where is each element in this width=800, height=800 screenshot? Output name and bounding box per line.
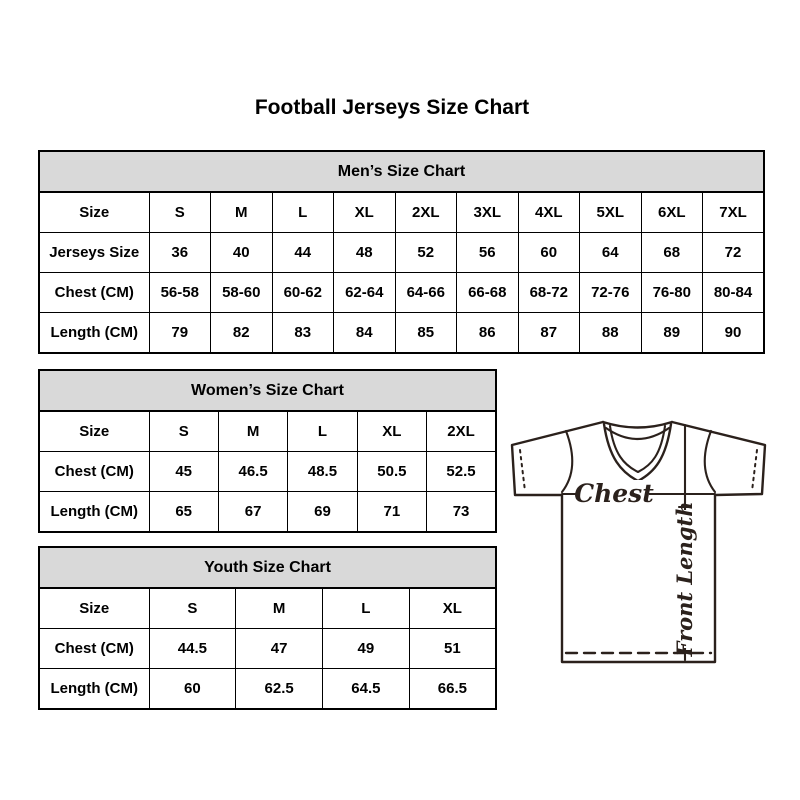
cell-value: 64 (580, 233, 642, 273)
table-row (39, 233, 764, 273)
collar-inner-arc (606, 428, 669, 439)
cell-value: 60 (518, 233, 580, 273)
cell-value: 68-72 (518, 273, 580, 313)
cell-value: 48.5 (288, 452, 357, 492)
left-cuff-dotted-line (520, 450, 525, 491)
cell-value: 47 (236, 629, 323, 669)
cell-value: M (218, 411, 287, 452)
youth-size-table (38, 546, 497, 710)
cell-value: 82 (211, 313, 273, 354)
table-row (39, 492, 496, 533)
cell-value: 72 (703, 233, 765, 273)
cell-value: S (149, 588, 236, 629)
right-sleeve-seam (705, 431, 715, 492)
cell-value: 65 (149, 492, 218, 533)
cell-value: 64-66 (395, 273, 457, 313)
cell-value: 86 (457, 313, 519, 354)
cell-value: 45 (149, 452, 218, 492)
cell-value: 88 (580, 313, 642, 354)
cell-value: 76-80 (641, 273, 703, 313)
cell-value: 87 (518, 313, 580, 354)
mens-size-table (38, 150, 765, 354)
table-header-row (39, 151, 764, 192)
cell-value: 80-84 (703, 273, 765, 313)
table-row (39, 629, 496, 669)
row-label: Length (CM) (39, 669, 149, 710)
cell-value: 40 (211, 233, 273, 273)
row-label: Chest (CM) (39, 273, 149, 313)
cell-value: M (236, 588, 323, 629)
cell-value: 84 (334, 313, 396, 354)
cell-value: 2XL (427, 411, 496, 452)
table-row (39, 411, 496, 452)
cell-value: 60 (149, 669, 236, 710)
womens-size-table (38, 369, 497, 533)
row-label: Length (CM) (39, 492, 149, 533)
row-label: Size (39, 192, 149, 233)
cell-value: 85 (395, 313, 457, 354)
cell-value: L (272, 192, 334, 233)
cell-value: 4XL (518, 192, 580, 233)
row-label: Jerseys Size (39, 233, 149, 273)
cell-value: S (149, 192, 211, 233)
table-title: Women’s Size Chart (39, 370, 496, 411)
jersey-measurement-diagram (500, 398, 780, 698)
cell-value: XL (409, 588, 496, 629)
cell-value: 3XL (457, 192, 519, 233)
table-row (39, 669, 496, 710)
collar-top-arc (603, 422, 672, 428)
right-cuff-dotted-line (752, 450, 757, 491)
cell-value: 60-62 (272, 273, 334, 313)
cell-value: 5XL (580, 192, 642, 233)
cell-value: 6XL (641, 192, 703, 233)
table-row (39, 273, 764, 313)
cell-value: 73 (427, 492, 496, 533)
cell-value: 90 (703, 313, 765, 354)
cell-value: 83 (272, 313, 334, 354)
table-row (39, 452, 496, 492)
cell-value: XL (334, 192, 396, 233)
cell-value: M (211, 192, 273, 233)
cell-value: 36 (149, 233, 211, 273)
cell-value: 67 (218, 492, 287, 533)
cell-value: 48 (334, 233, 396, 273)
cell-value: 50.5 (357, 452, 426, 492)
row-label: Size (39, 588, 149, 629)
jersey-outline (512, 422, 765, 662)
table-header-row (39, 370, 496, 411)
cell-value: 62.5 (236, 669, 323, 710)
cell-value: 66-68 (457, 273, 519, 313)
cell-value: 89 (641, 313, 703, 354)
chest-label: Chest (574, 479, 654, 508)
page-title: Football Jerseys Size Chart (254, 96, 530, 119)
row-label: Size (39, 411, 149, 452)
cell-value: 2XL (395, 192, 457, 233)
cell-value: 44 (272, 233, 334, 273)
front-length-label: Front Length (672, 501, 697, 657)
cell-value: 56-58 (149, 273, 211, 313)
row-label: Chest (CM) (39, 452, 149, 492)
table-row (39, 192, 764, 233)
cell-value: 52.5 (427, 452, 496, 492)
row-label: Length (CM) (39, 313, 149, 354)
table-title: Men’s Size Chart (39, 151, 764, 192)
left-sleeve-seam (562, 431, 572, 492)
cell-value: 62-64 (334, 273, 396, 313)
cell-value: 51 (409, 629, 496, 669)
cell-value: 66.5 (409, 669, 496, 710)
cell-value: L (288, 411, 357, 452)
table-title: Youth Size Chart (39, 547, 496, 588)
cell-value: 79 (149, 313, 211, 354)
cell-value: 49 (323, 629, 410, 669)
cell-value: 68 (641, 233, 703, 273)
cell-value: 7XL (703, 192, 765, 233)
cell-value: 56 (457, 233, 519, 273)
cell-value: L (323, 588, 410, 629)
cell-value: 46.5 (218, 452, 287, 492)
cell-value: XL (357, 411, 426, 452)
table-header-row (39, 547, 496, 588)
cell-value: 72-76 (580, 273, 642, 313)
table-row (39, 313, 764, 354)
cell-value: 69 (288, 492, 357, 533)
cell-value: 64.5 (323, 669, 410, 710)
table-row (39, 588, 496, 629)
cell-value: 71 (357, 492, 426, 533)
cell-value: 58-60 (211, 273, 273, 313)
cell-value: S (149, 411, 218, 452)
cell-value: 52 (395, 233, 457, 273)
row-label: Chest (CM) (39, 629, 149, 669)
cell-value: 44.5 (149, 629, 236, 669)
